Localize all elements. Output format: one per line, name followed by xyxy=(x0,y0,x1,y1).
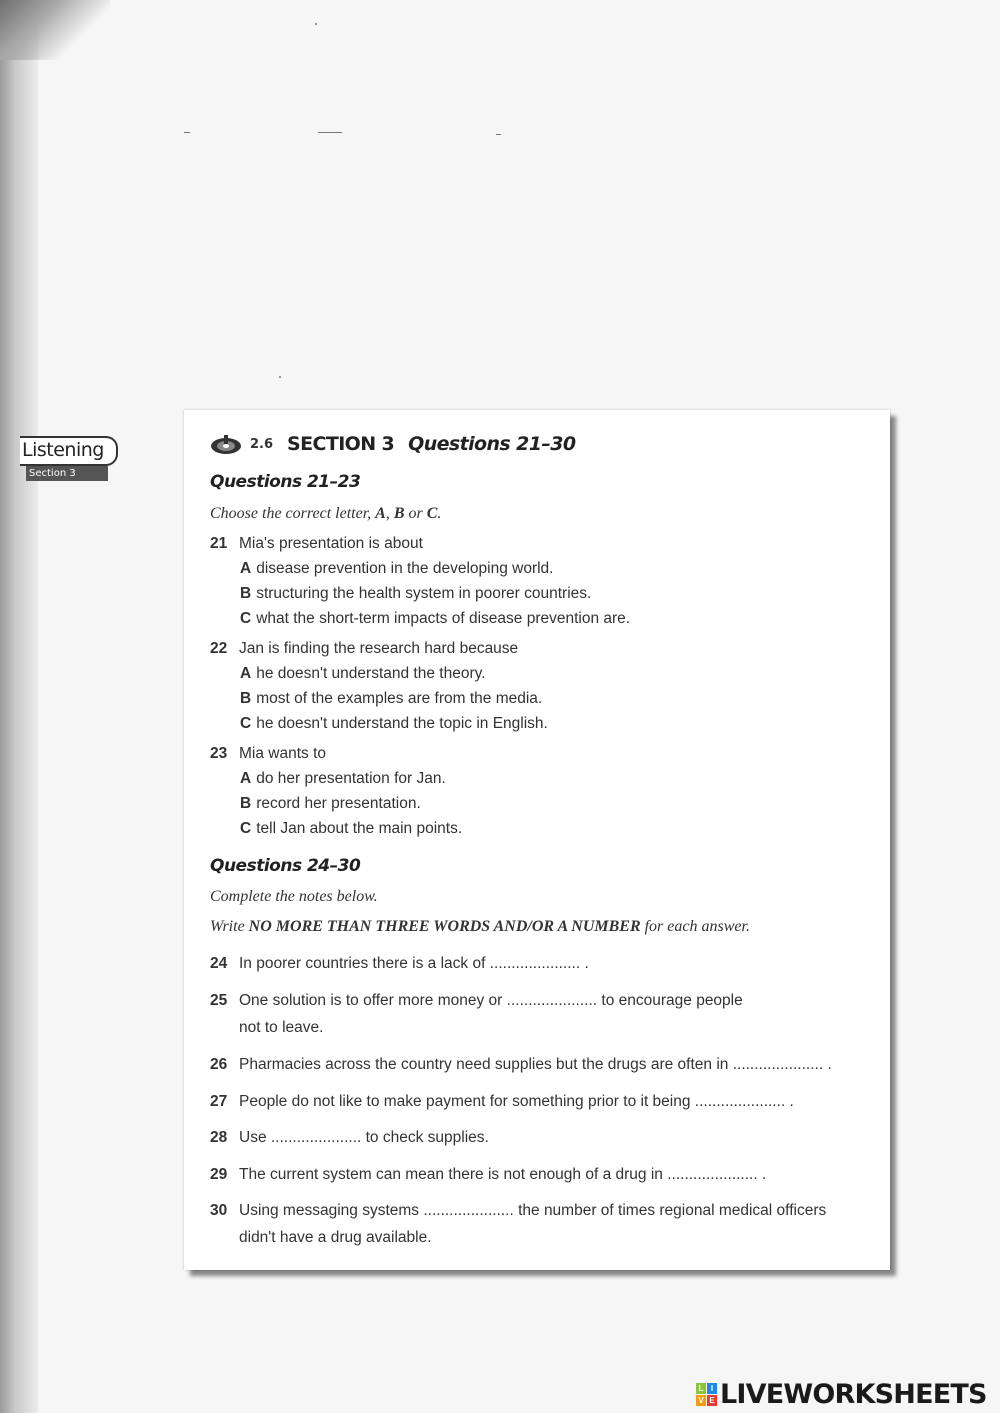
option-22-c[interactable]: C he doesn't understand the topic in English. xyxy=(240,715,548,732)
question-24: 24 In poorer countries there is a lack of ..................... . xyxy=(210,955,589,972)
question-26: 26 Pharmacies across the country need supplies but the drugs are often in ..................... . xyxy=(210,1056,832,1073)
scan-speck xyxy=(279,376,281,378)
section-heading xyxy=(210,432,576,456)
page-curl xyxy=(0,0,110,60)
section-questions: Questions 21–30 xyxy=(408,433,576,455)
question-panel xyxy=(184,410,890,1270)
track-number: 2.6 xyxy=(250,436,274,452)
answer-blank-24[interactable]: ..................... xyxy=(489,955,581,972)
option-21-c[interactable]: C what the short-term impacts of disease prevention are. xyxy=(240,610,631,627)
part2-word-limit: Write NO MORE THAN THREE WORDS AND/OR A NUMBER for each answer. xyxy=(210,918,750,935)
section-title: SECTION 3 xyxy=(287,433,395,455)
question-25: 25 One solution is to offer more money or ..................... to encourage people xyxy=(210,992,743,1009)
logo-text: LIVEWORKSHEETS xyxy=(720,1378,987,1410)
section-tab: Section 3 xyxy=(26,466,108,481)
part2-heading: Questions 24–30 xyxy=(210,856,361,876)
scan-speck xyxy=(184,132,190,133)
listening-tab xyxy=(20,436,118,466)
option-22-b[interactable]: B most of the examples are from the media. xyxy=(240,690,543,707)
listening-tab-label: Listening xyxy=(22,439,104,461)
option-23-a[interactable]: A do her presentation for Jan. xyxy=(240,770,446,787)
question-30: 30 Using messaging systems ..................... the number of times regional medical officers xyxy=(210,1202,827,1219)
part1-instruction: Choose the correct letter, A, B or C. xyxy=(210,505,442,522)
question-30-continued: didn't have a drug available. xyxy=(239,1229,432,1246)
question-29: 29 The current system can mean there is not enough of a drug in ..................... . xyxy=(210,1166,767,1183)
audio-cd-icon xyxy=(210,434,242,454)
part2-instruction: Complete the notes below. xyxy=(210,888,378,905)
question-23: 23 Mia wants to xyxy=(210,745,327,762)
question-21: 21 Mia's presentation is about xyxy=(210,535,423,552)
scan-speck xyxy=(496,134,501,135)
question-28: 28 Use ..................... to check supplies. xyxy=(210,1129,489,1146)
liveworksheets-logo xyxy=(696,1378,987,1410)
question-22: 22 Jan is finding the research hard because xyxy=(210,640,519,657)
option-21-a[interactable]: A disease prevention in the developing world. xyxy=(240,560,554,577)
option-22-a[interactable]: A he doesn't understand the theory. xyxy=(240,665,486,682)
scan-speck xyxy=(315,23,317,25)
page-shadow xyxy=(0,0,38,1413)
scan-speck xyxy=(318,132,342,133)
part1-heading: Questions 21–23 xyxy=(210,472,361,492)
answer-blank-27[interactable]: ..................... xyxy=(694,1093,786,1110)
option-21-b[interactable]: B structuring the health system in poorer countries. xyxy=(240,585,592,602)
answer-blank-29[interactable]: ..................... xyxy=(667,1166,758,1183)
question-27: 27 People do not like to make payment for something prior to it being ..................... . xyxy=(210,1093,794,1110)
option-23-c[interactable]: C tell Jan about the main points. xyxy=(240,820,463,837)
answer-blank-30[interactable]: ..................... xyxy=(423,1202,514,1219)
logo-mark-icon: L I V E xyxy=(696,1383,717,1406)
option-23-b[interactable]: B record her presentation. xyxy=(240,795,421,812)
answer-blank-28[interactable]: ..................... xyxy=(270,1129,362,1146)
answer-blank-26[interactable]: ..................... xyxy=(732,1056,824,1073)
answer-blank-25[interactable]: ..................... xyxy=(506,992,598,1009)
question-25-continued: not to leave. xyxy=(239,1019,324,1036)
